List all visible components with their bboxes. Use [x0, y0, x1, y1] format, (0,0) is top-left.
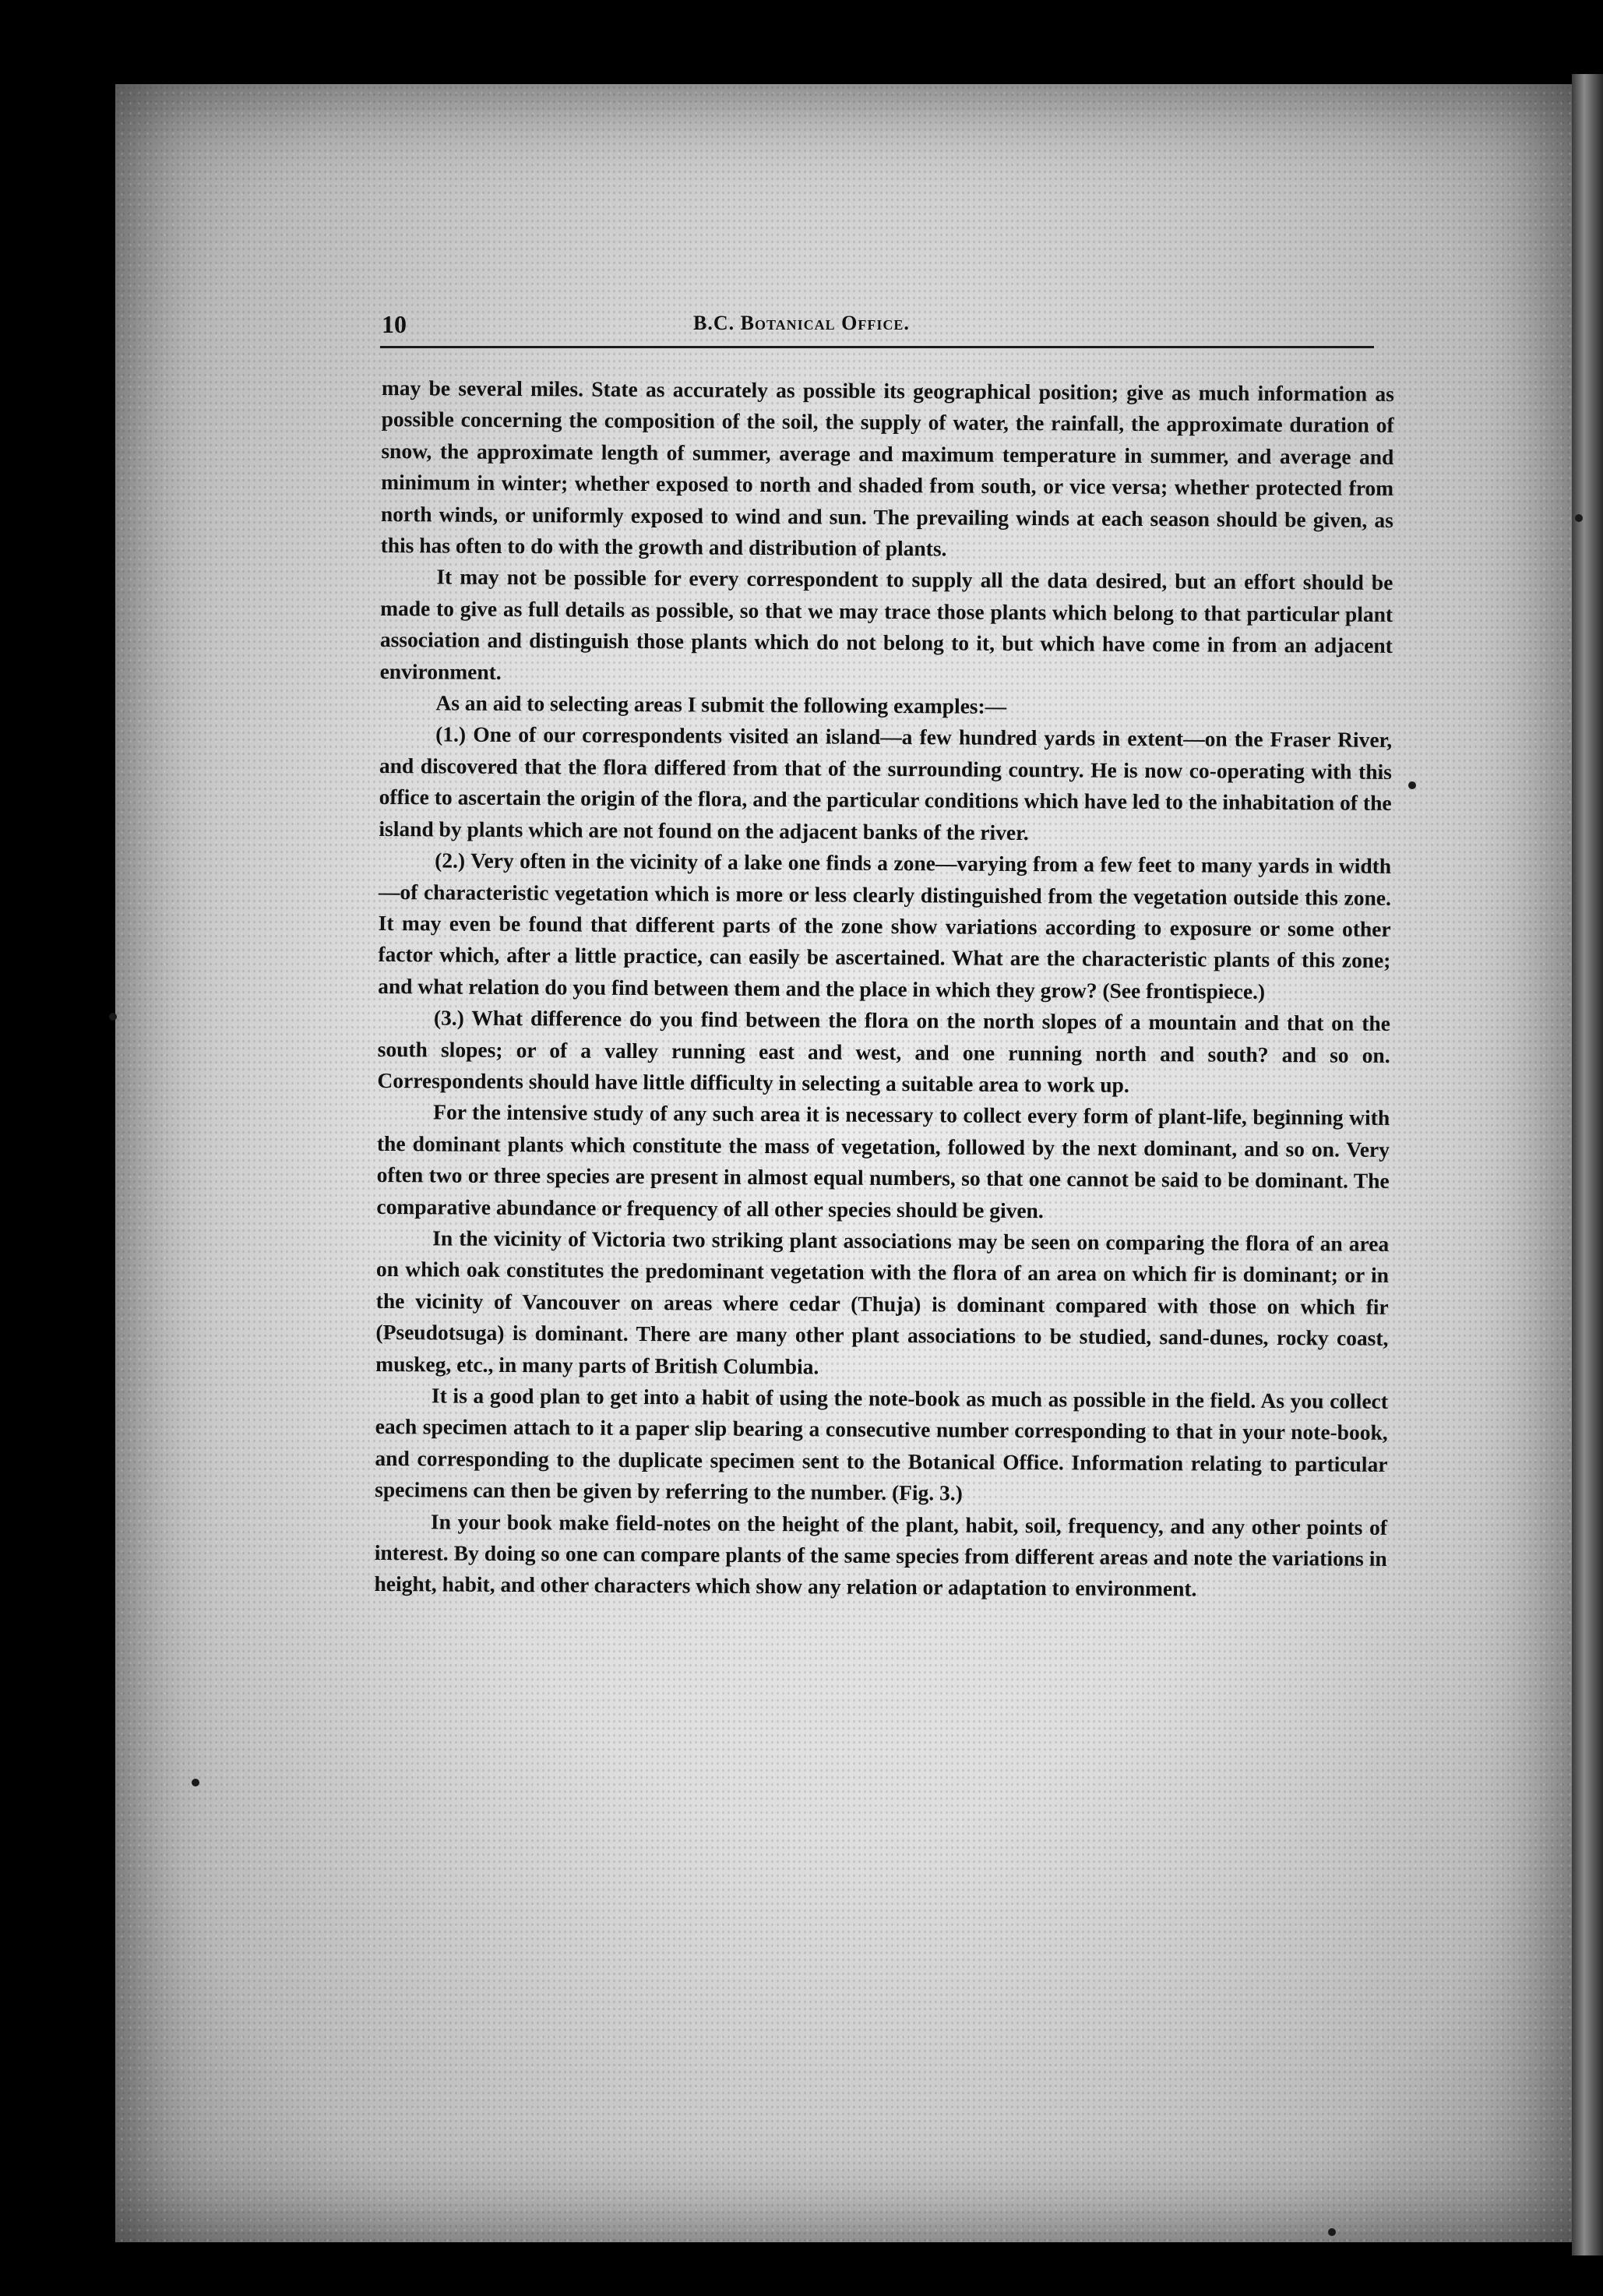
body-text [374, 372, 1394, 1606]
paragraph-5: (2.) Very often in the vicinity of a lake one finds a zone—varying from a few feet to many yards in width—of characteristic vegetation which is more or less clearly distinguished from the vegetation outside this zone. It may even be found that different parts of the zone show variations according to exposure or some other factor which, after a little practice, can easily be ascertained. What are the characteristic plants of this zone; and what relation do you find between them and the place in which they grow? (See frontispiece.) [378, 848, 1392, 1003]
paragraph-6: (3.) What difference do you find between the flora on the north slopes of a mountain and that on the south slopes; or of a valley running east and west, and one running north and south? and so on. Correspondents should have little difficulty in selecting a suitable area to work up. [377, 1005, 1391, 1097]
paragraph-10: In your book make field-notes on the height of the plant, habit, soil, frequency, and any other points of interest. By doing so one can compare plants of the same species from different areas and note the variations in height, habit, and other characters which show any relation or adaptation to environment. [374, 1509, 1388, 1601]
book-binding-edge [1572, 74, 1603, 2255]
header-rule [380, 346, 1374, 348]
running-head: B.C. Botanical Office. [693, 312, 910, 334]
paragraph-3: As an aid to selecting areas I submit the following examples:— [435, 690, 1007, 718]
page-number: 10 [382, 310, 407, 338]
paragraph-7: For the intensive study of any such area it is necessary to collect every form of plant-life, beginning with the dominant plants which constitute the mass of vegetation, followed by the next dominant, and so on. Very often two or three species are present in almost equal numbers, so that one cannot be said to be dominant. The comparative abundance or frequency of all other species should be given. [376, 1099, 1390, 1222]
paragraph-4: (1.) One of our correspondents visited an island—a few hundred yards in extent—on the Fraser River, and discovered that the flora differed from that of the surrounding country. He is now co-operating with this office to ascertain the origin of the flora, and the particular conditions which have led to the inhabitation of the island by plants which are not found on the adjacent banks of the river. [379, 721, 1393, 845]
page-header [382, 310, 1371, 346]
paragraph-9: It is a good plan to get into a habit of using the note-book as much as possible in the field. As you collect each specimen attach to it a paper slip bearing a consecutive number corresponding to that in your note-book, and corresponding to the duplicate specimen sent to the Botanical Office. Information relating to particular specimens can then be given by referring to the number. (Fig. 3.) [375, 1383, 1389, 1505]
paragraph-8: In the vicinity of Victoria two striking plant associations may be seen on comparing the flora of an area on which oak constitutes the predominant vegetation with the flora of an area on which fir is dominant; or in the vicinity of Vancouver on areas where cedar (Thuja) is dominant compared with those on which fir (Pseudotsuga) is dominant. There are many other plant associations to be studied, sand-dunes, rocky coast, muskeg, etc., in many parts of British Columbia. [375, 1226, 1390, 1379]
paragraph-2: It may not be possible for every correspondent to supply all the data desired, but an effort should be made to give as full details as possible, so that we may trace those plants which belong to that particular plant association and distinguish those plants which do not belong to it, but which have come in from an adjacent environment. [379, 564, 1393, 684]
paragraph-1: may be several miles. State as accurately as possible its geographical position; give as much information as possible concerning the composition of the soil, the supply of water, the rainfall, the approximate duration of snow, the approximate length of summer, average and maximum temperature in summer, and average and minimum in winter; whether exposed to north and shaded from south, or vice versa; whether protected from north winds, or uniformly exposed to wind and sun. The prevailing winds at each season should be given, as this has often to do with the growth and distribution of plants. [380, 375, 1394, 561]
